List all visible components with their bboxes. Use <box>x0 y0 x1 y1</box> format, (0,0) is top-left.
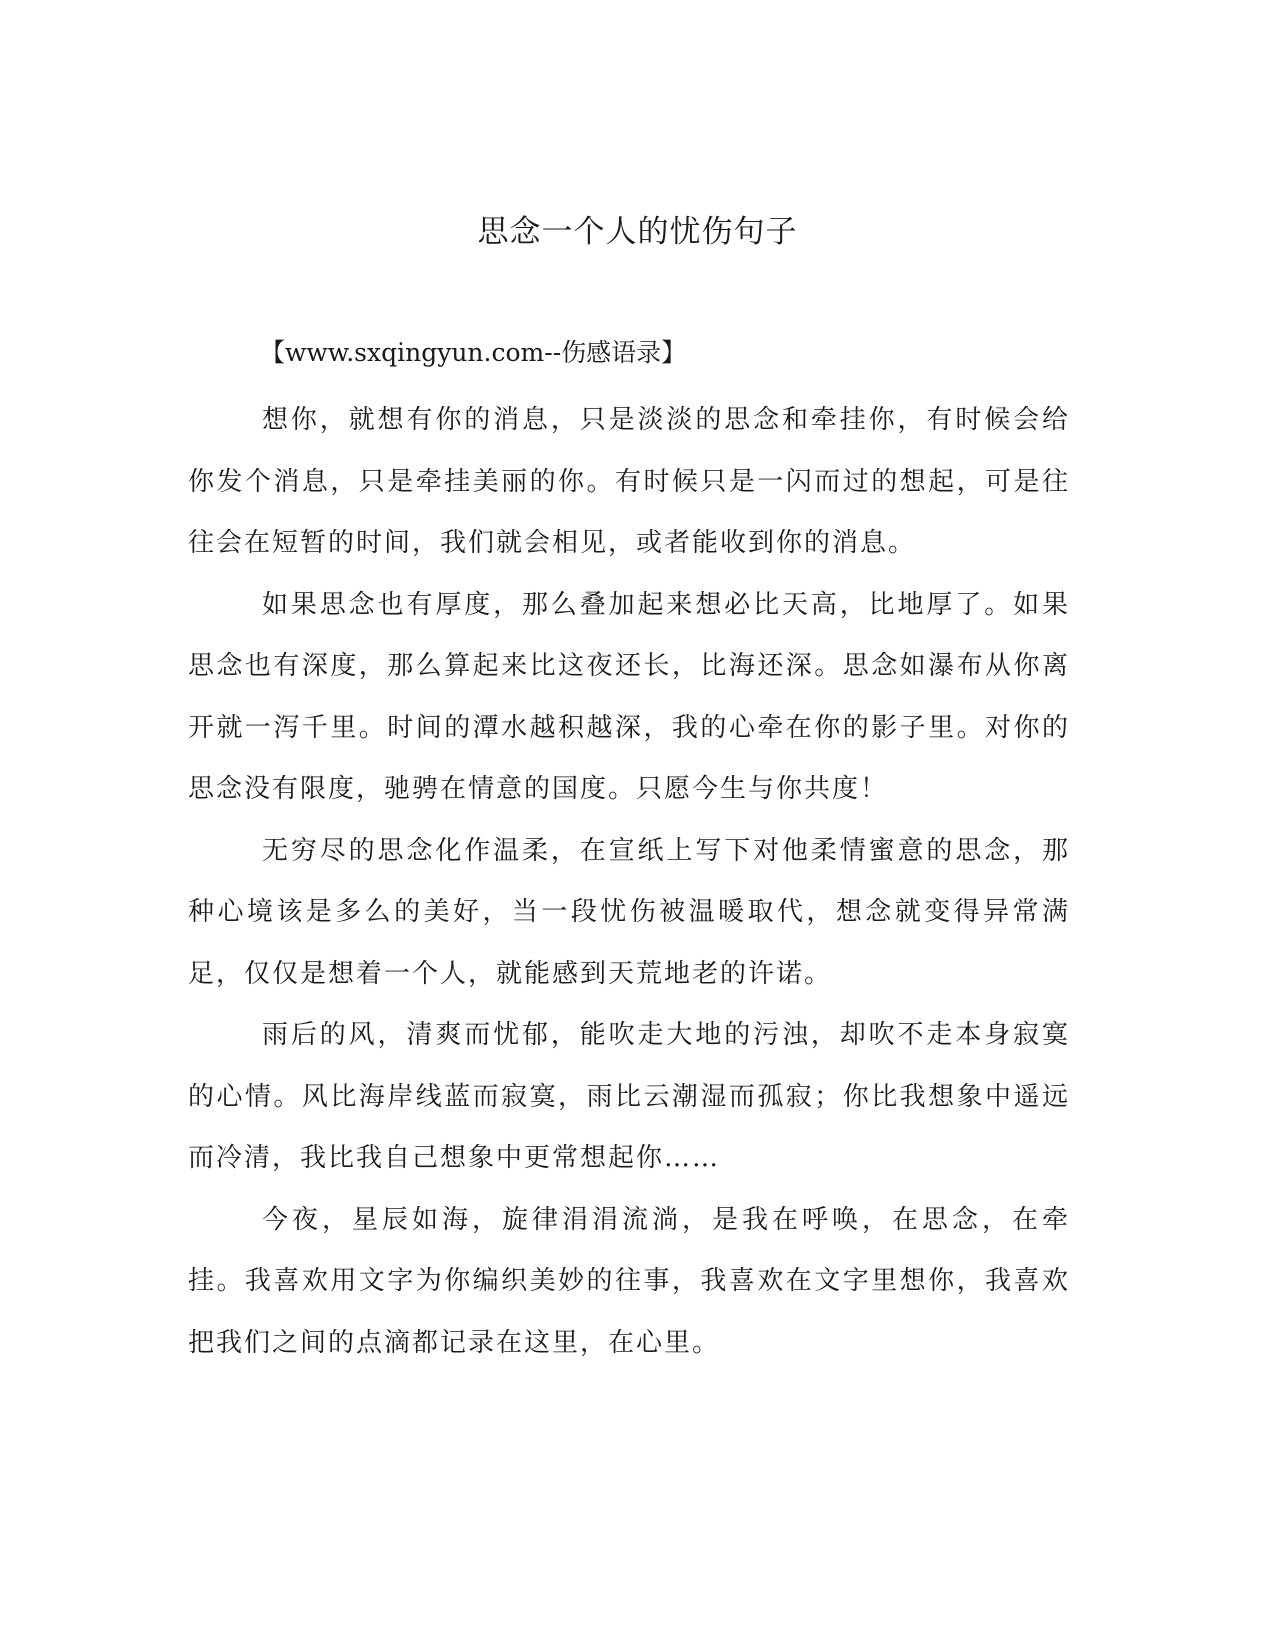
paragraph: 如果思念也有厚度，那么叠加起来想必比天高，比地厚了。如果思念也有深度，那么算起来比这夜还长，比海还深。思念如瀑布从你离开就一泻千里。时间的潭水越积越深，我的心牵在你的影子里。对你的思念没有限度，驰骋在情意的国度。只愿今生与你共度！ <box>188 589 1070 804</box>
document-title: 思念一个人的忧伤句子 <box>477 214 798 250</box>
paragraph: 无穷尽的思念化作温柔，在宣纸上写下对他柔情蜜意的思念，那种心境该是多么的美好，当一段忧伤被温暖取代，想念就变得异常满足，仅仅是想着一个人，就能感到天荒地老的许诺。 <box>188 835 1070 989</box>
source-line: 【www.sxqingyun.com--伤感语录】 <box>260 338 687 367</box>
paragraph: 今夜，星辰如海，旋律涓涓流淌，是我在呼唤，在思念，在牵挂。我喜欢用文字为你编织美妙的往事，我喜欢在文字里想你，我喜欢把我们之间的点滴都记录在这里，在心里。 <box>188 1204 1070 1358</box>
article-body <box>188 390 1070 1374</box>
paragraph: 想你，就想有你的消息，只是淡淡的思念和牵挂你，有时候会给你发个消息，只是牵挂美丽的你。有时候只是一闪而过的想起，可是往往会在短暂的时间，我们就会相见，或者能收到你的消息。 <box>188 405 1070 558</box>
paragraph: 雨后的风，清爽而忧郁，能吹走大地的污浊，却吹不走本身寂寞的心情。风比海岸线蓝而寂寞，雨比云潮湿而孤寂；你比我想象中遥远而冷清，我比我自己想象中更常想起你…… <box>188 1020 1070 1173</box>
